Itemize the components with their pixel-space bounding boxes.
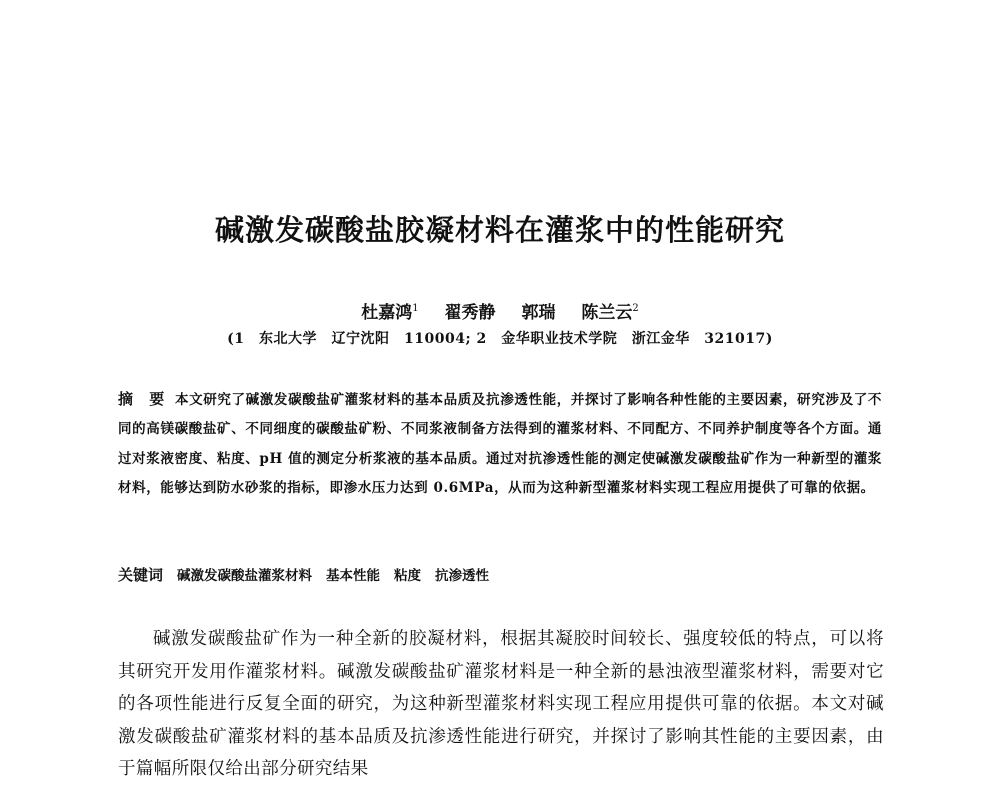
body-paragraph: 碱激发碳酸盐矿作为一种全新的胶凝材料，根据其凝胶时间较长、强度较低的特点，可以将其研究开发用作灌浆材料。碱激发碳酸盐矿灌浆材料是一种全新的悬浊液型灌浆材料，需要对它的各项性能进行反复全面的研究，为这种新型灌浆材料实现工程应用提供可靠的依据。本文对碱激发碳酸盐矿灌浆材料的基本品质及抗渗透性能进行研究，并探讨了影响其性能的主要因素，由于篇幅所限仅给出部分研究结果 xyxy=(118,629,884,779)
affiliation-line: (1 东北大学 辽宁沈阳 110004; 2 金华职业技术学院 浙江金华 321017) xyxy=(227,331,773,347)
keyword: 粘度 xyxy=(394,568,422,584)
author xyxy=(521,297,555,325)
abstract-label: 摘 要 xyxy=(118,390,165,408)
author-name: 郭瑞 xyxy=(521,303,556,323)
author xyxy=(581,297,638,325)
keyword: 基本性能 xyxy=(326,568,381,584)
abstract-text: 本文研究了碱激发碳酸盐矿灌浆材料的基本品质及抗渗透性能，并探讨了影响各种性能的主要因素，研究涉及了不同的高镁碳酸盐矿、不同细度的碳酸盐矿粉、不同浆液制备方法得到的灌浆材料、不同配方、不同养护制度等各个方面。通过对浆液密度、粘度、pH 值的测定分析浆液的基本品质。通过对抗渗透性能的测定使碱激发碳酸盐矿作为一种新型的灌浆材料，能够达到防水砂浆的指标，即渗水压力达到 0.6MPa，从而为这种新型灌浆材料实现工程应用提供了可靠的依据。 xyxy=(118,392,882,497)
keywords xyxy=(118,562,882,589)
keyword: 碱激发碳酸盐灌浆材料 xyxy=(177,568,313,584)
author xyxy=(445,297,496,325)
keywords-label: 关键词 xyxy=(118,566,164,584)
abstract xyxy=(118,385,882,504)
affiliation-mark: 1 xyxy=(412,303,419,314)
author-name: 翟秀静 xyxy=(444,303,496,323)
author-name: 杜嘉鸿 xyxy=(361,303,413,323)
author-list xyxy=(0,297,1000,325)
paper-title: 碱激发碳酸盐胶凝材料在灌浆中的性能研究 xyxy=(214,213,785,247)
keyword: 抗渗透性 xyxy=(435,568,490,584)
author-name: 陈兰云 xyxy=(581,303,633,323)
author xyxy=(361,297,418,325)
affiliation-mark: 2 xyxy=(632,303,639,314)
